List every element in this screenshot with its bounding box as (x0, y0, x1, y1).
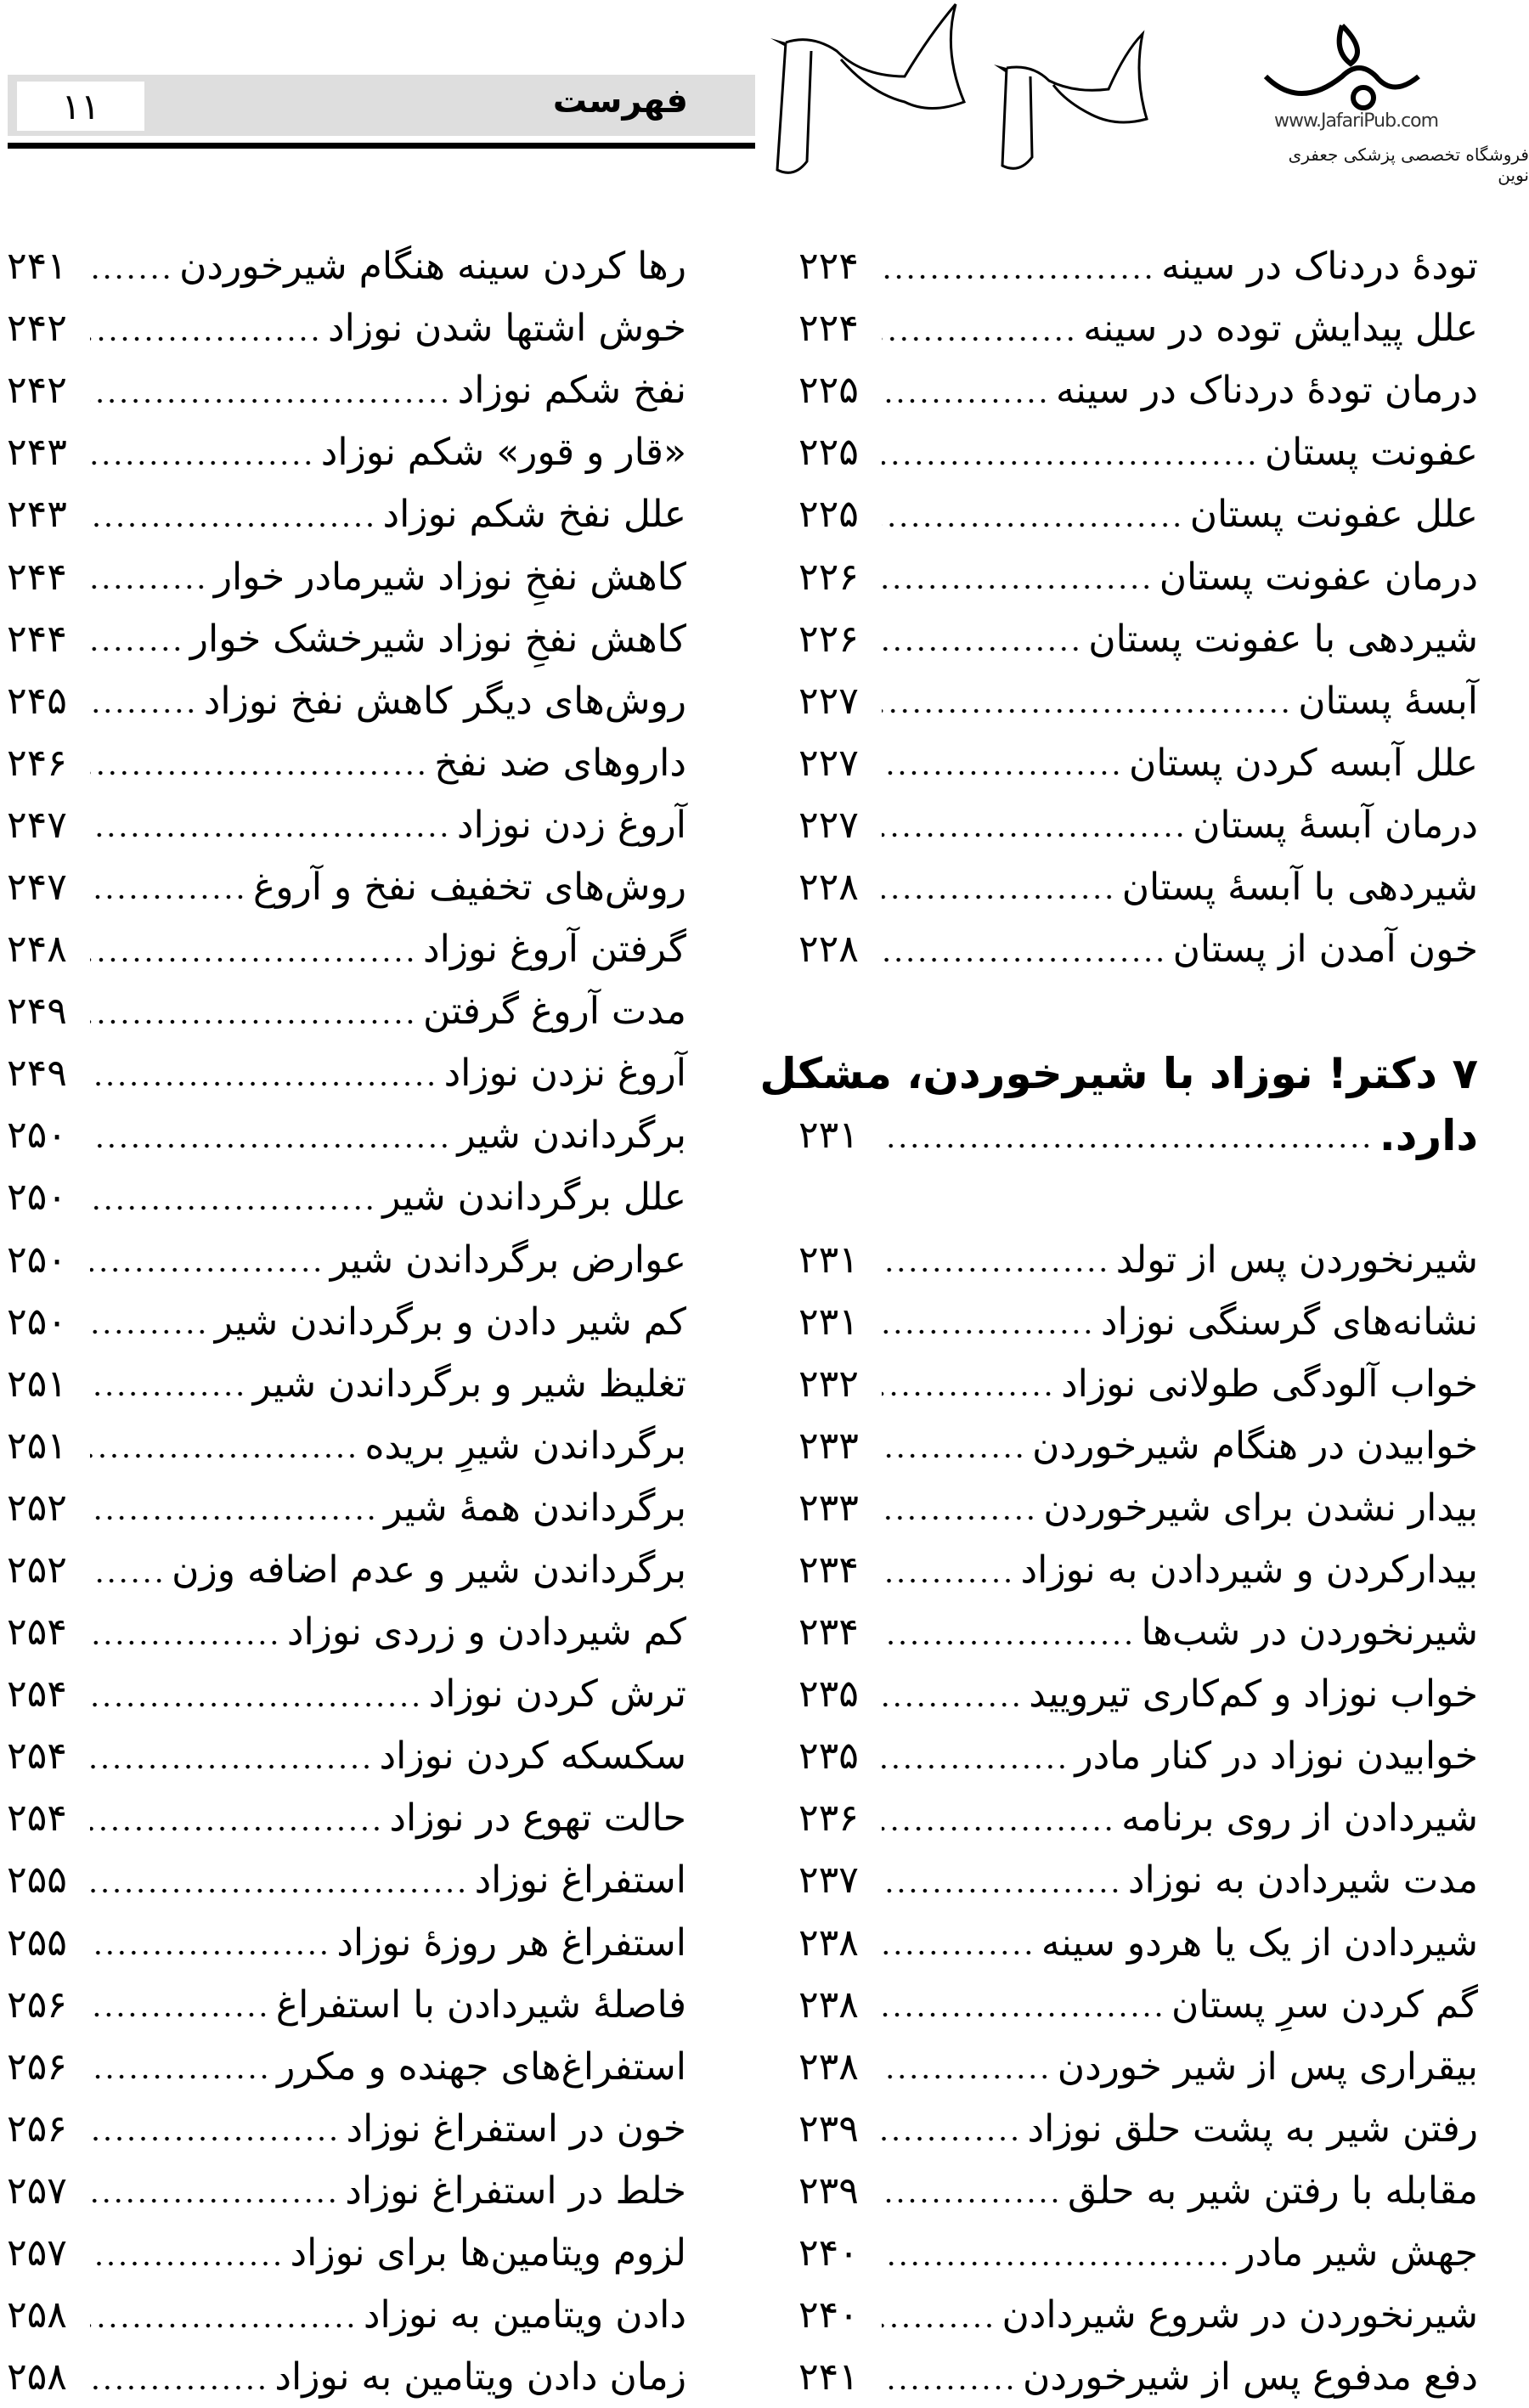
dot-leader (90, 2255, 284, 2272)
toc-entry (798, 1291, 1478, 1353)
toc-entry-title: استفراغ هر روزهٔ نوزاد (336, 1920, 686, 1965)
toc-entry (798, 1725, 1478, 1787)
dot-leader (90, 2130, 340, 2147)
toc-entry-page: ۲۴۴ (7, 555, 67, 599)
toc-entry (798, 1229, 1478, 1291)
toc-entry (7, 1229, 686, 1291)
dot-leader (90, 1137, 450, 1154)
toc-entry (798, 1787, 1478, 1849)
toc-entry-page: ۲۵۱ (7, 1362, 67, 1406)
toc-entry-title: شیردادن از یک یا هردو سینه (1041, 1920, 1478, 1965)
toc-entry-page: ۲۳۵ (798, 1672, 859, 1717)
dot-leader (90, 1696, 422, 1713)
toc-entry (798, 2222, 1478, 2284)
toc-entry (798, 1601, 1478, 1663)
toc-entry-page: ۲۳۷ (798, 1858, 859, 1903)
toc-entry-title: بیدارکردن و شیردادن به نوزاد (1020, 1548, 1478, 1593)
toc-entry-page: ۲۵۴ (7, 1734, 67, 1779)
toc-entry (7, 483, 686, 545)
toc-entry-page: ۲۲۴ (798, 245, 859, 289)
toc-entry-title: ترش کردن نوزاد (428, 1672, 686, 1717)
dot-leader (90, 2068, 270, 2085)
toc-entry-page: ۲۲۵ (798, 369, 859, 413)
toc-entry (798, 794, 1478, 856)
toc-entry (7, 2098, 686, 2160)
toc-entry-page: ۲۵۴ (7, 1796, 67, 1841)
dot-leader (90, 1882, 468, 1899)
toc-entry (7, 2160, 686, 2222)
dot-leader (882, 1509, 1036, 1526)
toc-entry (7, 297, 686, 359)
dot-leader (882, 2130, 1021, 2147)
toc-entry-title: داروهای ضد نفخ (434, 741, 686, 785)
toc-entry-title: آبسهٔ پستان (1298, 679, 1478, 723)
toc-entry-page: ۲۲۵ (798, 493, 859, 537)
toc-entry-page: ۲۵۱ (7, 1424, 67, 1468)
toc-entry-title: زمان دادن ویتامین به نوزاد (274, 2355, 686, 2400)
toc-entry (7, 1291, 686, 1353)
toc-entry (7, 421, 686, 483)
toc-entry-title: نشانه‌های گرسنگی نوزاد (1100, 1300, 1478, 1344)
toc-entry-title: رفتن شیر به پشت حلق نوزاد (1027, 2106, 1478, 2151)
toc-entry (7, 2222, 686, 2284)
dot-leader (90, 392, 451, 409)
dot-leader (90, 1509, 377, 1526)
toc-entry-page: ۲۴۹ (7, 990, 67, 1034)
toc-entry-page: ۲۲۷ (798, 679, 859, 723)
stork-illustration-icon (760, 0, 1253, 183)
dot-leader (882, 1323, 1094, 1340)
toc-entry-page: ۲۵۸ (7, 2355, 67, 2400)
toc-entry-title: خوابیدن نوزاد در کنار مادر (1075, 1734, 1478, 1779)
toc-entry-title: گرفتن آروغ نوزاد (422, 928, 686, 972)
toc-entry (7, 235, 686, 297)
dot-leader (882, 1882, 1121, 1899)
toc-entry-page: ۲۵۷ (7, 2231, 67, 2275)
toc-entry-title: سکسکه کردن نوزاد (379, 1734, 686, 1779)
toc-entry-title: علل عفونت پستان (1189, 493, 1478, 537)
toc-entry-page: ۲۲۶ (798, 555, 859, 599)
dot-leader (882, 268, 1154, 285)
toc-entry-title: برگرداندن شیر (457, 1114, 686, 1158)
toc-entry (798, 1353, 1478, 1415)
toc-entry-page: ۲۵۴ (7, 1610, 67, 1655)
toc-entry-title: کاهش نفخِ نوزاد شیرمادر خوار (213, 555, 686, 599)
toc-right-column (759, 235, 1478, 2408)
toc-entry-title: روش‌های تخفیف نفخ و آروغ (252, 865, 686, 909)
toc-entry-title: جهش شیر مادر (1237, 2231, 1478, 2275)
dot-leader (90, 2006, 269, 2023)
dot-leader (90, 1323, 208, 1340)
toc-entry-page: ۲۵۶ (7, 2044, 67, 2089)
toc-entry-title: علل آبسه کردن پستان (1128, 741, 1478, 785)
toc-entry-title: گم کردن سرِ پستان (1171, 1982, 1478, 2027)
dot-leader (90, 1944, 330, 1961)
toc-entry-title: عفونت پستان (1264, 431, 1478, 475)
dot-leader (882, 454, 1258, 471)
toc-entry-title: خواب آلودگی طولانی نوزاد (1061, 1362, 1478, 1406)
toc-entry-page: ۲۳۴ (798, 1548, 859, 1593)
toc-left-column (7, 235, 686, 2408)
toc-entry (7, 1787, 686, 1849)
toc-entry (798, 1974, 1478, 2036)
toc-entry-page: ۲۵۴ (7, 1672, 67, 1717)
toc-entry (7, 856, 686, 918)
toc-entry-page: ۲۳۱ (798, 1238, 859, 1282)
page-number: ۱۱ (17, 82, 144, 131)
toc-entry-page: ۲۴۷ (7, 803, 67, 847)
toc-entry-page: ۲۴۰ (798, 2231, 859, 2275)
toc-entry-page: ۲۳۳ (798, 1424, 859, 1468)
dot-leader (90, 268, 172, 285)
toc-entry-title: علل برگرداندن شیر (382, 1176, 686, 1220)
section-title: فهرست (552, 82, 688, 121)
toc-entry-title: شیردهی با عفونت پستان (1088, 617, 1478, 661)
toc-entry-title: تغلیظ شیر و برگرداندن شیر (252, 1362, 686, 1406)
toc-entry (798, 483, 1478, 545)
toc-entry (798, 1912, 1478, 1974)
toc-entry-page: ۲۳۹ (798, 2168, 859, 2213)
toc-entry-title: آروغ نزدن نوزاد (443, 1052, 686, 1096)
dot-leader (882, 2192, 1061, 2209)
toc-entry-title: درمان عفونت پستان (1159, 555, 1478, 599)
toc-entry (7, 1042, 686, 1104)
toc-entry-title: دادن ویتامین به نوزاد (363, 2293, 686, 2338)
toc-entry (798, 1477, 1478, 1539)
toc-entry-title: خون آمدن از پستان (1172, 928, 1478, 972)
dot-leader (90, 1572, 165, 1589)
toc-entry-title: برگرداندن شیرِ بریده (364, 1424, 686, 1468)
toc-entry-title: مقابله با رفتن شیر به حلق (1068, 2168, 1478, 2213)
dot-leader (882, 2255, 1230, 2272)
toc-entry (798, 1539, 1478, 1601)
toc-entry (798, 2284, 1478, 2346)
dot-leader (90, 2192, 338, 2209)
dot-leader (90, 951, 416, 968)
header-rule (8, 143, 755, 149)
toc-entry (798, 359, 1478, 421)
toc-entry-title: لزوم ویتامین‌ها برای نوزاد (290, 2231, 686, 2275)
dot-leader (882, 640, 1081, 657)
toc-entry (7, 1415, 686, 1477)
toc-entry-title: کاهش نفخِ نوزاد شیرخشک خوار (189, 617, 686, 661)
toc-entry-title: خوش اشتها شدن نوزاد (328, 307, 686, 351)
toc-entry-page: ۲۵۰ (7, 1114, 67, 1158)
toc-entry-title: علل نفخ شکم نوزاد (382, 493, 686, 537)
dot-leader (90, 1199, 375, 1216)
dot-leader (882, 764, 1122, 781)
toc-entry-page: ۲۲۷ (798, 741, 859, 785)
toc-entry-page: ۲۳۹ (798, 2106, 859, 2151)
toc-entry-page: ۲۴۲ (7, 369, 67, 413)
toc-entry-page: ۲۴۲ (7, 307, 67, 351)
dot-leader (882, 1261, 1109, 1278)
toc-entry-page: ۲۴۹ (7, 1052, 67, 1096)
dot-leader (90, 578, 207, 595)
toc-entry-page: ۲۵۵ (7, 1920, 67, 1965)
toc-entry-page: ۲۴۱ (798, 2355, 859, 2400)
toc-entry (7, 1353, 686, 1415)
toc-entry (798, 421, 1478, 483)
dot-leader (882, 1447, 1025, 1464)
toc-entry-title: کم شیر دادن و برگرداندن شیر (214, 1300, 686, 1344)
dot-leader (882, 1820, 1114, 1837)
toc-entry (7, 608, 686, 670)
dot-leader (90, 1634, 280, 1651)
toc-entry (7, 1477, 686, 1539)
toc-entry (798, 2098, 1478, 2160)
dot-leader (90, 516, 376, 533)
toc-entry (798, 1663, 1478, 1725)
toc-entry (7, 545, 686, 607)
dot-leader (882, 702, 1291, 719)
dot-leader (882, 1385, 1054, 1402)
toc-entry-title: خواب نوزاد و کم‌کاری تیرویید (1029, 1672, 1478, 1717)
dot-leader (90, 888, 246, 905)
toc-entry-title: روش‌های دیگر کاهش نفخ نوزاد (203, 679, 686, 723)
toc-entry-page: ۲۳۳ (798, 1486, 859, 1530)
dot-leader (882, 392, 1049, 409)
toc-entry-page: ۲۴۳ (7, 431, 67, 475)
toc-entry-title: دارد. (1379, 1110, 1478, 1160)
toc-entry-title: ۷ دکتر! نوزاد با شیرخوردن، مشکل (759, 1048, 1478, 1098)
toc-entry-page: ۲۵۰ (7, 1176, 67, 1220)
dot-leader (90, 2317, 357, 2334)
dot-leader (882, 2317, 995, 2334)
toc-entry-title: درمان آبسهٔ پستان (1193, 803, 1478, 847)
toc-entry-title: فاصلهٔ شیردادن با استفراغ (275, 1982, 686, 2027)
toc-entry (798, 2160, 1478, 2222)
toc-entry-title: بیدار نشدن برای شیرخوردن (1043, 1486, 1478, 1530)
dot-leader (90, 1075, 437, 1092)
toc-entry-page: ۲۵۵ (7, 1858, 67, 1903)
toc-entry-title: نفخ شکم نوزاد (457, 369, 686, 413)
toc-entry (798, 670, 1478, 732)
dot-leader (882, 330, 1076, 347)
toc-entry (7, 2284, 686, 2346)
toc-entry (7, 1849, 686, 1911)
toc-entry (798, 732, 1478, 794)
toc-entry (798, 856, 1478, 918)
toc-entry-title: حالت تهوع در نوزاد (389, 1796, 686, 1841)
toc-entry-page: ۲۳۱ (798, 1300, 859, 1344)
toc-entry-title: تودهٔ دردناک در سینه (1161, 245, 1478, 289)
toc-entry-page: ۲۲۴ (798, 307, 859, 351)
dot-leader (90, 826, 450, 843)
toc-entry-page: ۲۲۸ (798, 928, 859, 972)
toc-entry (7, 732, 686, 794)
toc-entry-title: آروغ زدن نوزاد (456, 803, 686, 847)
toc-entry-page: ۲۳۱ (798, 1114, 859, 1158)
toc-entry-title: بیقراری پس از شیر خوردن (1057, 2044, 1478, 2089)
dot-leader (90, 330, 321, 347)
logo-subtitle: فروشگاه تخصصی پزشکی جعفری نوین (1288, 144, 1529, 185)
toc-entry (7, 1725, 686, 1787)
toc-entry-page: ۲۵۷ (7, 2168, 67, 2213)
toc-entry-page: ۲۵۰ (7, 1300, 67, 1344)
dot-leader (882, 951, 1166, 968)
toc-entry-page: ۲۲۶ (798, 617, 859, 661)
toc-entry (798, 2036, 1478, 2098)
toc-entry (7, 1974, 686, 2036)
chapter-heading-end (798, 1104, 1478, 1166)
toc-entry-title: شیرنخوردن در شب‌ها (1141, 1610, 1478, 1655)
toc-entry-page: ۲۵۰ (7, 1238, 67, 1282)
toc-entry-page: ۲۵۸ (7, 2293, 67, 2338)
dot-leader (882, 1572, 1014, 1589)
toc-entry (798, 235, 1478, 297)
toc-entry-page: ۲۲۵ (798, 431, 859, 475)
spacer (798, 980, 1478, 1042)
toc-entry-page: ۲۳۵ (798, 1734, 859, 1779)
dot-leader (90, 2379, 268, 2396)
toc-entry (7, 2036, 686, 2098)
toc-entry-title: «قار و قور» شکم نوزاد (320, 431, 686, 475)
dot-leader (882, 1634, 1135, 1651)
chapter-heading (759, 1042, 1478, 1104)
toc-entry (7, 918, 686, 980)
toc-entry (7, 359, 686, 421)
toc-entry-title: خلط در استفراغ نوزاد (345, 2168, 686, 2213)
dot-leader (882, 1696, 1022, 1713)
dot-leader (882, 2379, 1016, 2396)
dot-leader (90, 702, 197, 719)
dot-leader (90, 1758, 373, 1775)
toc-entry (798, 2346, 1478, 2408)
toc-entry (7, 1663, 686, 1725)
toc-entry (798, 297, 1478, 359)
toc-entry (7, 2346, 686, 2408)
toc-entry-page: ۲۵۶ (7, 1982, 67, 2027)
dot-leader (90, 764, 427, 781)
toc-entry-title: شیرنخوردن در شروع شیردادن (1001, 2293, 1478, 2338)
toc-entry (798, 545, 1478, 607)
toc-entry-page: ۲۵۲ (7, 1486, 67, 1530)
toc-entry-title: استفراغ‌های جهنده و مکرر (277, 2044, 686, 2089)
toc-entry-page: ۲۳۶ (798, 1796, 859, 1841)
toc-entry-title: شیردهی با آبسهٔ پستان (1121, 865, 1478, 909)
dot-leader (90, 1385, 246, 1402)
dot-leader (882, 826, 1186, 843)
toc-entry-title: خوابیدن در هنگام شیرخوردن (1032, 1424, 1478, 1468)
dot-leader (90, 1013, 416, 1030)
toc-entry (7, 1104, 686, 1166)
toc-entry-title: خون در استفراغ نوزاد (346, 2106, 686, 2151)
toc-entry-page: ۲۵۶ (7, 2106, 67, 2151)
toc-entry (7, 670, 686, 732)
toc-entry (7, 1166, 686, 1228)
toc-entry-page: ۲۴۳ (7, 493, 67, 537)
toc-entry-title: درمان تودهٔ دردناک در سینه (1055, 369, 1478, 413)
toc-entry (7, 1912, 686, 1974)
logo-url: www.JafariPub.com (1274, 110, 1439, 132)
toc-entry-title: استفراغ نوزاد (474, 1858, 686, 1903)
toc-entry (798, 608, 1478, 670)
toc-entry-title: علل پیدایش توده در سینه (1083, 307, 1478, 351)
toc-entry (7, 1601, 686, 1663)
toc-entry-title: مدت آروغ گرفتن (422, 990, 686, 1034)
toc-entry-title: رها کردن سینه هنگام شیرخوردن (179, 245, 686, 289)
dot-leader (90, 1447, 358, 1464)
toc-entry-title: عوارض برگرداندن شیر (330, 1238, 686, 1282)
toc-entry-page: ۲۴۷ (7, 865, 67, 909)
toc-entry-page: ۲۳۸ (798, 1920, 859, 1965)
dot-leader (90, 1261, 324, 1278)
toc-entry-page: ۲۴۸ (7, 928, 67, 972)
toc-entry-title: برگرداندن شیر و عدم اضافه وزن (172, 1548, 686, 1593)
toc-entry-title: دفع مدفوع پس از شیرخوردن (1023, 2355, 1478, 2400)
toc-entry-page: ۲۳۲ (798, 1362, 859, 1406)
dot-leader (882, 578, 1153, 595)
spacer (798, 1166, 1478, 1228)
dot-leader (882, 1137, 1373, 1154)
toc-entry (7, 1539, 686, 1601)
toc-entry-page: ۲۳۴ (798, 1610, 859, 1655)
dot-leader (90, 1820, 382, 1837)
toc-entry-page: ۲۵۲ (7, 1548, 67, 1593)
toc-entry-page: ۲۴۶ (7, 741, 67, 785)
toc-entry-page: ۲۴۵ (7, 679, 67, 723)
dot-leader (882, 1758, 1068, 1775)
toc-entry-title: برگرداندن همهٔ شیر (384, 1486, 686, 1530)
toc-entry-title: شیردادن از روی برنامه (1121, 1796, 1478, 1841)
toc-entry (7, 794, 686, 856)
dot-leader (90, 640, 183, 657)
toc-entry-page: ۲۴۴ (7, 617, 67, 661)
toc-entry-title: کم شیردادن و زردی نوزاد (286, 1610, 686, 1655)
toc-entry-page: ۲۴۰ (798, 2293, 859, 2338)
toc-entry (798, 918, 1478, 980)
toc-entry (7, 980, 686, 1042)
dot-leader (90, 454, 314, 471)
toc-entry-page: ۲۳۸ (798, 2044, 859, 2089)
toc-entry (798, 1415, 1478, 1477)
dot-leader (882, 1944, 1035, 1961)
dot-leader (882, 516, 1183, 533)
dot-leader (882, 2068, 1051, 2085)
dot-leader (882, 888, 1115, 905)
toc-entry-page: ۲۲۸ (798, 865, 859, 909)
toc-entry-page: ۲۳۸ (798, 1982, 859, 2027)
toc-entry (798, 1849, 1478, 1911)
toc-entry-page: ۲۴۱ (7, 245, 67, 289)
toc-entry-title: شیرنخوردن پس از تولد (1115, 1238, 1478, 1282)
dot-leader (882, 2006, 1165, 2023)
toc-entry-title: مدت شیردادن به نوزاد (1127, 1858, 1478, 1903)
toc-entry-page: ۲۲۷ (798, 803, 859, 847)
